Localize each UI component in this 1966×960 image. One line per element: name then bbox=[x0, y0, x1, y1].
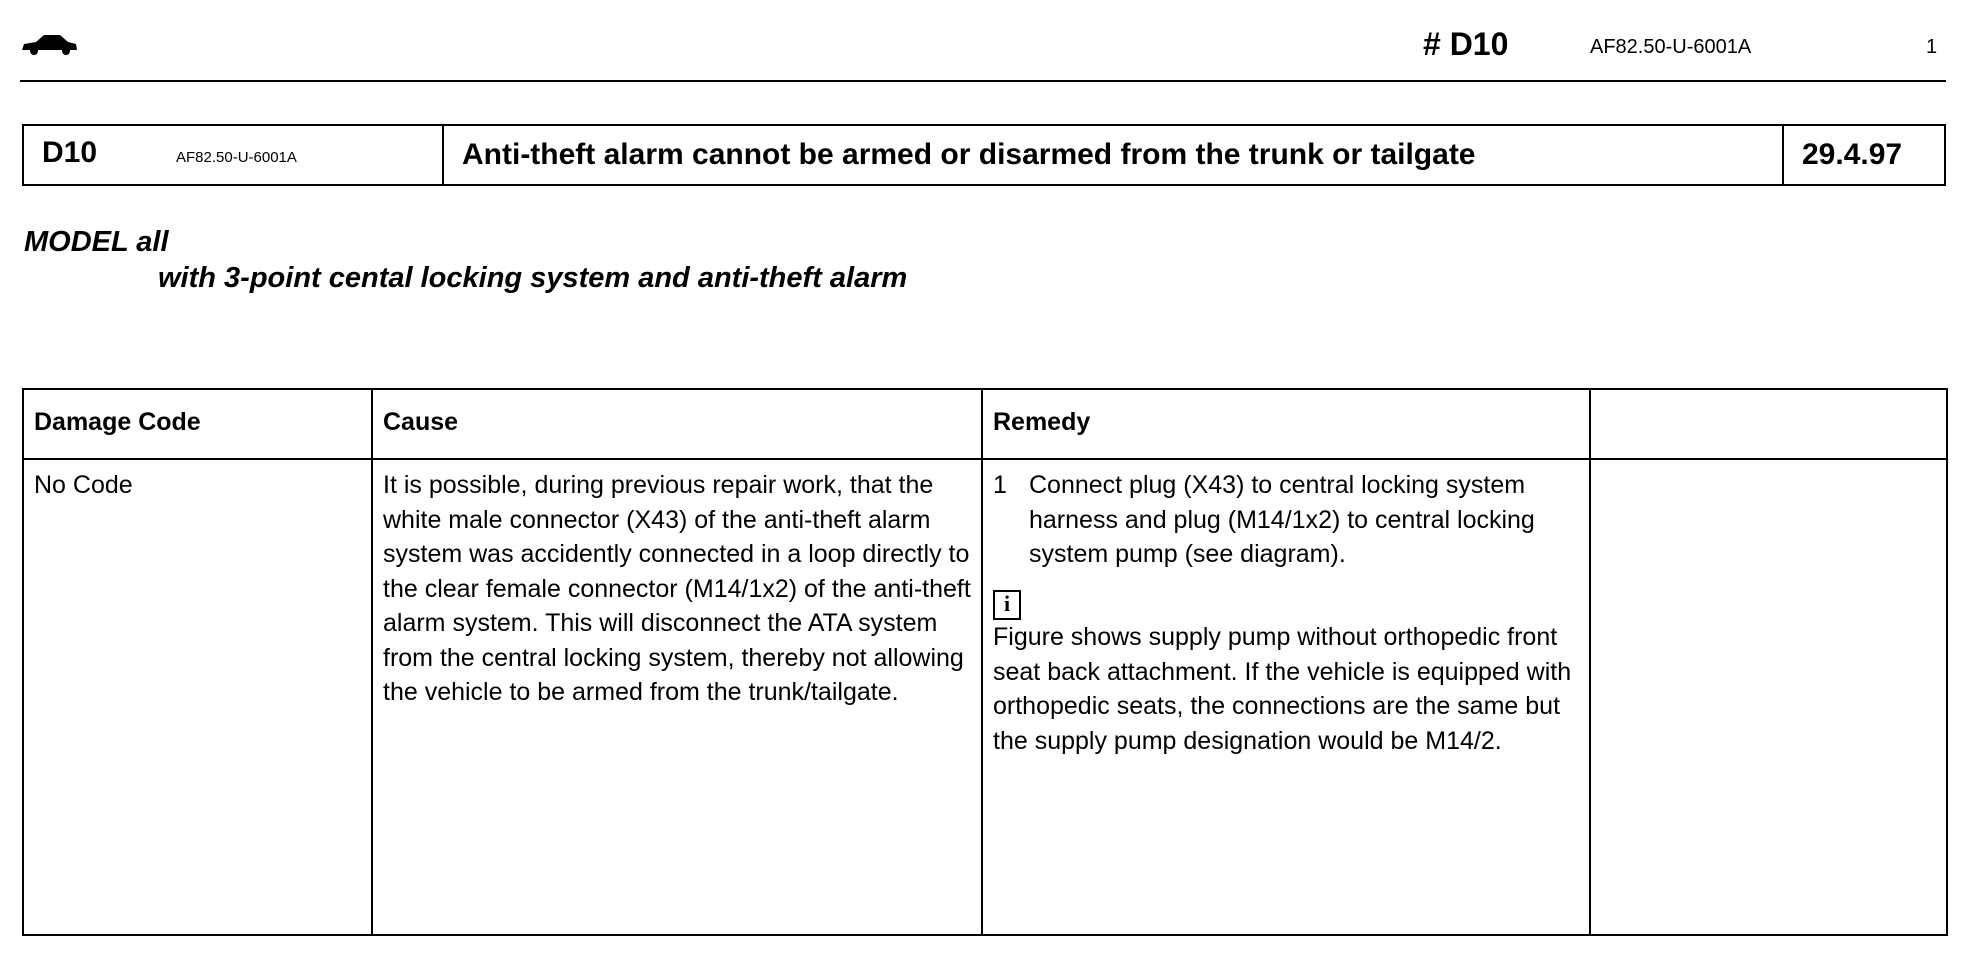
header-empty-column bbox=[1590, 389, 1947, 459]
page-number: 1 bbox=[1926, 36, 1938, 58]
diagnosis-table bbox=[22, 388, 1948, 936]
title-date-cell bbox=[1784, 126, 1944, 184]
page-title: Anti-theft alarm cannot be armed or disarmed from the trunk or tailgate bbox=[462, 138, 1476, 171]
header-divider bbox=[20, 80, 1946, 82]
title-date: 29.4.97 bbox=[1802, 138, 1903, 171]
header-damage-code: # D10 bbox=[1423, 26, 1509, 62]
header-damage-code-column: Damage Code bbox=[23, 389, 372, 459]
model-label: MODEL bbox=[24, 226, 129, 258]
header-cause-column: Cause bbox=[372, 389, 982, 459]
model-value: all bbox=[136, 226, 169, 258]
cell-extra bbox=[1590, 459, 1947, 935]
cell-damage-code: No Code bbox=[23, 459, 372, 935]
title-box bbox=[22, 124, 1946, 186]
model-line bbox=[24, 226, 169, 259]
title-code-cell bbox=[24, 126, 444, 184]
cell-cause: It is possible, during previous repair work, that the white male connector (X43) of the anti-theft alarm system was accidently connected in a loop directly to the clear female connector (M14/1x2) of the anti-theft alarm system. This will disconnect the ATA system from the central locking system, thereby not allowing the vehicle to be armed from the trunk/tailgate. bbox=[372, 459, 982, 935]
table-row bbox=[23, 459, 1947, 935]
info-icon: i bbox=[993, 590, 1021, 620]
title-code: D10 bbox=[42, 136, 98, 169]
remedy-note: Figure shows supply pump without orthopedic front seat back attachment. If the vehicle is equipped with orthopedic seats, the connections are the same but the supply pump designation would be M14/2. bbox=[993, 623, 1572, 755]
title-document-number: AF82.50-U-6001A bbox=[176, 149, 297, 166]
car-icon bbox=[20, 28, 78, 58]
table-header-row bbox=[23, 389, 1947, 459]
header-remedy-column: Remedy bbox=[982, 389, 1590, 459]
cell-remedy bbox=[982, 459, 1590, 935]
title-text-cell bbox=[444, 126, 1784, 184]
model-condition: with 3-point cental locking system and anti-theft alarm bbox=[158, 262, 908, 294]
remedy-step bbox=[993, 468, 1579, 572]
remedy-step-number: 1 bbox=[993, 471, 1007, 499]
remedy-step-text: Connect plug (X43) to central locking system harness and plug (M14/1x2) to central locking system pump (see diagram). bbox=[1029, 471, 1535, 568]
header-document-number: AF82.50-U-6001A bbox=[1590, 36, 1752, 58]
